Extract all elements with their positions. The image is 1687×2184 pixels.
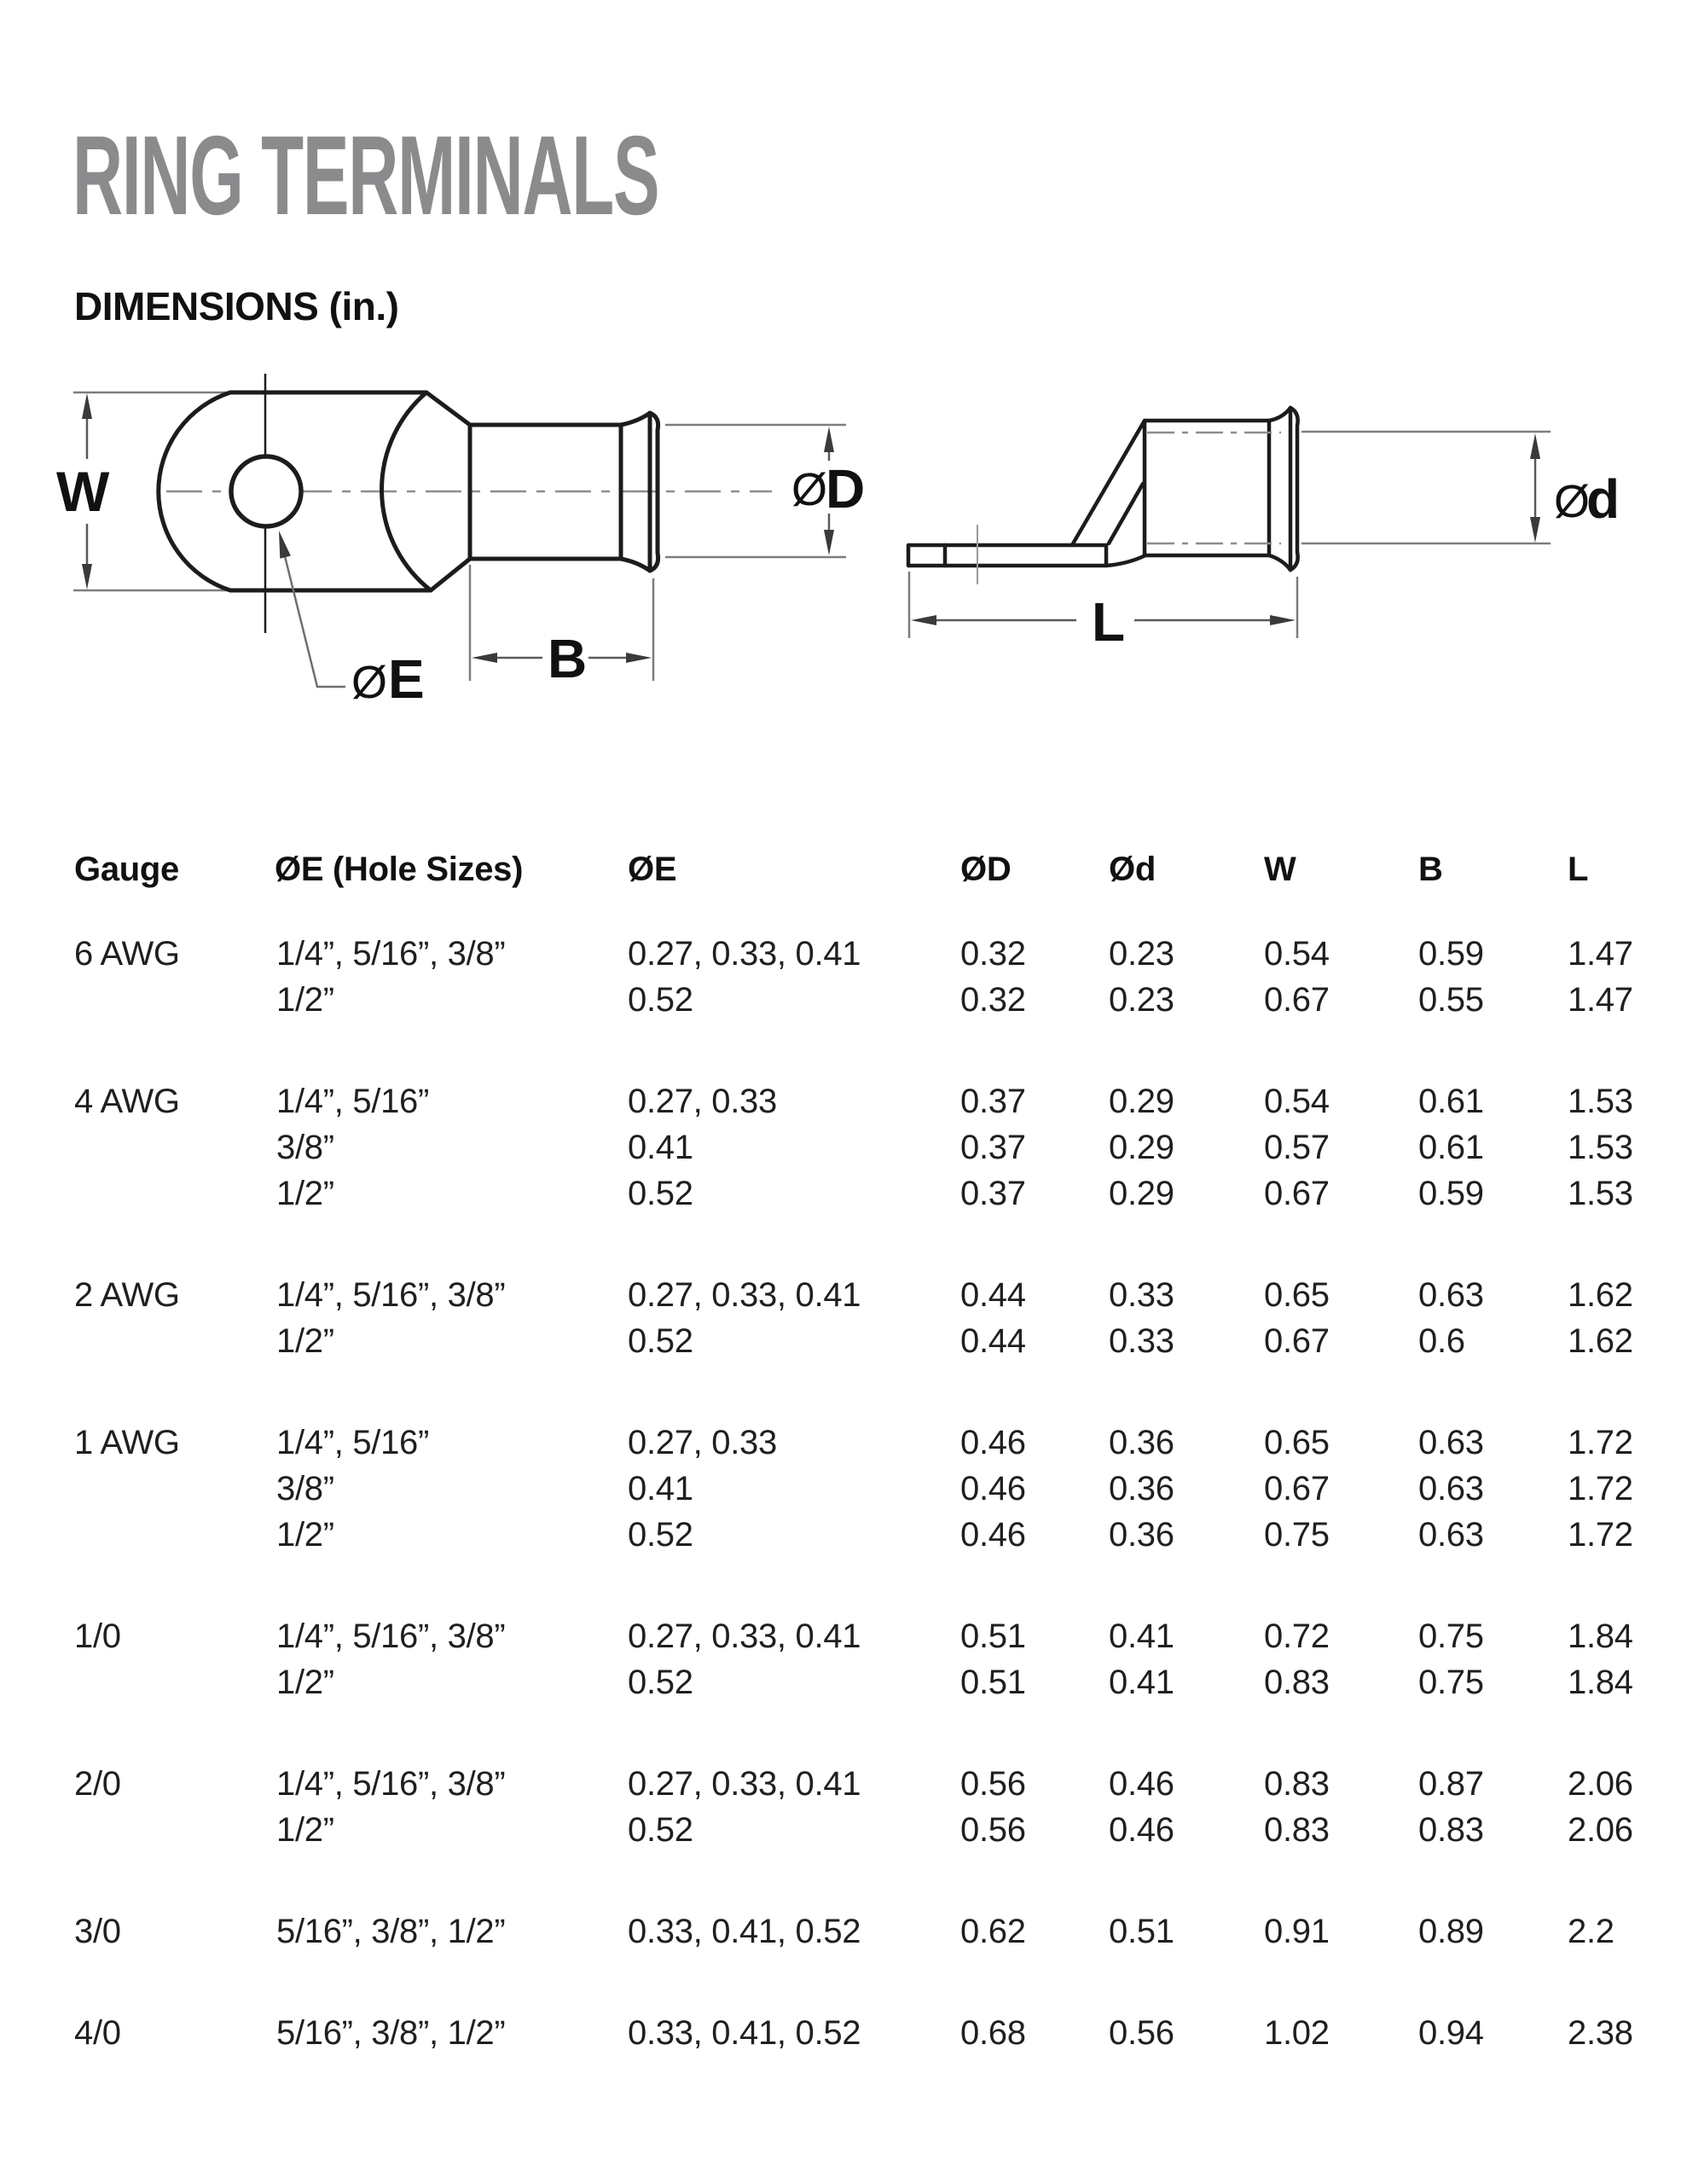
cell-holes: 1/4”, 5/16”, 3/8”: [276, 935, 506, 973]
cell-odSmall: 0.36: [1109, 1470, 1174, 1507]
cell-od: 0.46: [960, 1516, 1026, 1554]
cell-odSmall: 0.41: [1109, 1618, 1174, 1655]
cell-odSmall: 0.33: [1109, 1276, 1174, 1314]
cell-holes: 1/4”, 5/16”: [276, 1083, 430, 1120]
cell-l: 2.2: [1568, 1913, 1615, 1950]
cell-od: 0.32: [960, 981, 1026, 1019]
cell-gauge: 4/0: [74, 2014, 121, 2052]
cell-l: 1.84: [1568, 1664, 1633, 1701]
dimension-label-d-inner: d: [1586, 468, 1620, 530]
cell-gauge: 2 AWG: [74, 1276, 180, 1314]
cell-l: 1.53: [1568, 1175, 1633, 1212]
cell-oe: 0.52: [628, 981, 693, 1019]
cell-w: 0.83: [1264, 1664, 1330, 1701]
dimensions-heading: DIMENSIONS (in.): [74, 284, 399, 328]
diameter-symbol: Ø: [791, 464, 828, 515]
cell-w: 0.65: [1264, 1424, 1330, 1461]
cell-w: 0.75: [1264, 1516, 1330, 1554]
cell-oe: 0.52: [628, 1516, 693, 1554]
cell-gauge: 4 AWG: [74, 1083, 180, 1120]
cell-oe: 0.27, 0.33, 0.41: [628, 1276, 861, 1314]
cell-holes: 1/2”: [276, 1516, 334, 1554]
cell-oe: 0.52: [628, 1175, 693, 1212]
cell-gauge: 1/0: [74, 1618, 121, 1655]
cell-oe: 0.27, 0.33, 0.41: [628, 1618, 861, 1655]
cell-holes: 1/4”, 5/16”, 3/8”: [276, 1618, 506, 1655]
cell-od: 0.56: [960, 1811, 1026, 1849]
cell-od: 0.32: [960, 935, 1026, 973]
cell-b: 0.63: [1418, 1470, 1484, 1507]
table-row: [0, 1908, 1687, 1955]
cell-l: 1.62: [1568, 1322, 1633, 1360]
cell-odSmall: 0.23: [1109, 935, 1174, 973]
cell-b: 0.83: [1418, 1811, 1484, 1849]
cell-oe: 0.33, 0.41, 0.52: [628, 2014, 861, 2052]
table-row: [0, 1659, 1687, 1705]
cell-holes: 1/4”, 5/16”: [276, 1424, 430, 1461]
cell-b: 0.63: [1418, 1276, 1484, 1314]
cell-w: 0.54: [1264, 935, 1330, 973]
cell-l: 1.62: [1568, 1276, 1633, 1314]
cell-gauge: 2/0: [74, 1765, 121, 1803]
stud-hole: [231, 456, 301, 526]
column-header-w: W: [1264, 851, 1296, 888]
cell-holes: 1/4”, 5/16”, 3/8”: [276, 1765, 506, 1803]
cell-w: 0.72: [1264, 1618, 1330, 1655]
cell-odSmall: 0.36: [1109, 1424, 1174, 1461]
cell-l: 2.38: [1568, 2014, 1633, 2052]
cell-oe: 0.52: [628, 1811, 693, 1849]
cell-holes: 3/8”: [276, 1470, 334, 1507]
cell-b: 0.61: [1418, 1083, 1484, 1120]
column-header-gauge: Gauge: [74, 851, 179, 888]
e-hole-leader: [279, 531, 345, 687]
dimension-label-b: B: [548, 628, 588, 689]
cell-holes: 1/4”, 5/16”, 3/8”: [276, 1276, 506, 1314]
cell-od: 0.68: [960, 2014, 1026, 2052]
cell-holes: 1/2”: [276, 1811, 334, 1849]
cell-l: 1.47: [1568, 935, 1633, 973]
cell-odSmall: 0.46: [1109, 1765, 1174, 1803]
cell-b: 0.61: [1418, 1129, 1484, 1166]
cell-oe: 0.52: [628, 1664, 693, 1701]
ring-terminal-side-view-diagram: [887, 367, 1687, 648]
cell-l: 2.06: [1568, 1811, 1633, 1849]
table-row: [0, 1761, 1687, 1807]
cell-oe: 0.27, 0.33: [628, 1083, 777, 1120]
table-row: [0, 2010, 1687, 2056]
table-row: [0, 1613, 1687, 1659]
cell-gauge: 1 AWG: [74, 1424, 180, 1461]
cell-b: 0.63: [1418, 1424, 1484, 1461]
table-row: [0, 1078, 1687, 1124]
table-row: [0, 1807, 1687, 1853]
table-row: [0, 1318, 1687, 1364]
cell-oe: 0.41: [628, 1129, 693, 1166]
cell-l: 2.06: [1568, 1765, 1633, 1803]
column-header-oe: ØE: [628, 851, 677, 888]
cell-odSmall: 0.33: [1109, 1322, 1174, 1360]
cell-w: 0.91: [1264, 1913, 1330, 1950]
cell-odSmall: 0.56: [1109, 2014, 1174, 2052]
cell-od: 0.44: [960, 1322, 1026, 1360]
cell-w: 0.67: [1264, 981, 1330, 1019]
cell-w: 0.83: [1264, 1765, 1330, 1803]
cell-w: 0.67: [1264, 1322, 1330, 1360]
cell-od: 0.37: [960, 1129, 1026, 1166]
table-row: [0, 1466, 1687, 1512]
cell-holes: 3/8”: [276, 1129, 334, 1166]
diameter-symbol: Ø: [351, 657, 388, 708]
cell-odSmall: 0.23: [1109, 981, 1174, 1019]
cell-holes: 1/2”: [276, 981, 334, 1019]
cell-oe: 0.33, 0.41, 0.52: [628, 1913, 861, 1950]
dimension-label-d-outer: D: [826, 458, 866, 520]
cell-b: 0.87: [1418, 1765, 1484, 1803]
cell-odSmall: 0.51: [1109, 1913, 1174, 1950]
ring-terminal-front-view-diagram: [43, 358, 870, 717]
cell-b: 0.59: [1418, 1175, 1484, 1212]
table-row: [0, 1420, 1687, 1466]
cell-w: 0.65: [1264, 1276, 1330, 1314]
cell-holes: 5/16”, 3/8”, 1/2”: [276, 1913, 506, 1950]
column-header-b: B: [1418, 851, 1443, 888]
cell-od: 0.56: [960, 1765, 1026, 1803]
cell-odSmall: 0.41: [1109, 1664, 1174, 1701]
cell-w: 0.67: [1264, 1175, 1330, 1212]
cell-od: 0.37: [960, 1175, 1026, 1212]
cell-w: 0.67: [1264, 1470, 1330, 1507]
cell-w: 1.02: [1264, 2014, 1330, 2052]
table-row: [0, 1170, 1687, 1217]
cell-gauge: 3/0: [74, 1913, 121, 1950]
table-row: [0, 1124, 1687, 1170]
cell-w: 0.57: [1264, 1129, 1330, 1166]
column-header-od: ØD: [960, 851, 1012, 888]
dimension-label-e: E: [388, 648, 425, 710]
cell-b: 0.75: [1418, 1618, 1484, 1655]
cell-l: 1.72: [1568, 1470, 1633, 1507]
cell-od: 0.51: [960, 1664, 1026, 1701]
cell-l: 1.47: [1568, 981, 1633, 1019]
cell-b: 0.89: [1418, 1913, 1484, 1950]
cell-l: 1.53: [1568, 1083, 1633, 1120]
diameter-symbol: Ø: [1554, 476, 1591, 527]
cell-od: 0.37: [960, 1083, 1026, 1120]
cell-odSmall: 0.29: [1109, 1175, 1174, 1212]
column-header-l: L: [1568, 851, 1589, 888]
table-row: [0, 1272, 1687, 1318]
table-row: [0, 977, 1687, 1023]
page-title: RING TERMINALS: [72, 113, 659, 238]
cell-od: 0.46: [960, 1424, 1026, 1461]
cell-b: 0.63: [1418, 1516, 1484, 1554]
cell-w: 0.54: [1264, 1083, 1330, 1120]
cell-oe: 0.27, 0.33, 0.41: [628, 935, 861, 973]
table-row: [0, 1512, 1687, 1558]
cell-odSmall: 0.46: [1109, 1811, 1174, 1849]
cell-b: 0.6: [1418, 1322, 1465, 1360]
cell-holes: 5/16”, 3/8”, 1/2”: [276, 2014, 506, 2052]
terminal-side-outline: [908, 408, 1298, 570]
d-inner-dimension: [1301, 432, 1551, 543]
cell-od: 0.44: [960, 1276, 1026, 1314]
dimension-label-l: L: [1092, 591, 1126, 648]
cell-l: 1.72: [1568, 1424, 1633, 1461]
cell-w: 0.83: [1264, 1811, 1330, 1849]
cell-holes: 1/2”: [276, 1664, 334, 1701]
column-header-od-small: Ød: [1109, 851, 1156, 888]
cell-oe: 0.27, 0.33, 0.41: [628, 1765, 861, 1803]
table-row: [0, 931, 1687, 977]
cell-od: 0.46: [960, 1470, 1026, 1507]
cell-b: 0.94: [1418, 2014, 1484, 2052]
cell-gauge: 6 AWG: [74, 935, 180, 973]
cell-odSmall: 0.29: [1109, 1129, 1174, 1166]
cell-od: 0.51: [960, 1618, 1026, 1655]
cell-l: 1.72: [1568, 1516, 1633, 1554]
cell-odSmall: 0.36: [1109, 1516, 1174, 1554]
table-header-row: [0, 846, 1687, 892]
cell-holes: 1/2”: [276, 1322, 334, 1360]
cell-oe: 0.27, 0.33: [628, 1424, 777, 1461]
cell-odSmall: 0.29: [1109, 1083, 1174, 1120]
cell-oe: 0.41: [628, 1470, 693, 1507]
dimension-label-w: W: [56, 460, 110, 523]
cell-oe: 0.52: [628, 1322, 693, 1360]
cell-b: 0.59: [1418, 935, 1484, 973]
column-header-hole-sizes: ØE (Hole Sizes): [275, 851, 524, 888]
cell-holes: 1/2”: [276, 1175, 334, 1212]
cell-l: 1.84: [1568, 1618, 1633, 1655]
cell-od: 0.62: [960, 1913, 1026, 1950]
cell-l: 1.53: [1568, 1129, 1633, 1166]
cell-b: 0.75: [1418, 1664, 1484, 1701]
cell-b: 0.55: [1418, 981, 1484, 1019]
